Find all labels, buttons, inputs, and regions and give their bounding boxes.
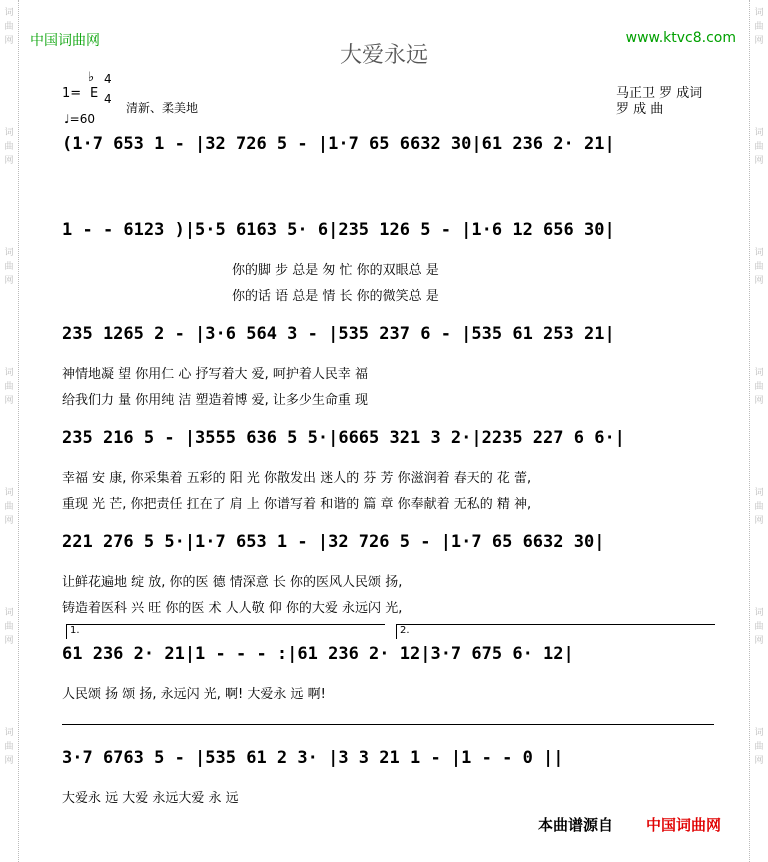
staff-divider-line [62, 724, 714, 725]
notation-row-7: 3·7 6763 5 - |535 61 2 3· |3 3 21 1 - |1 - - 0 || [62, 748, 564, 768]
watermark-text: 词曲网 [4, 128, 14, 166]
second-ending-label: 2. [400, 625, 410, 636]
notation-row-4: 235 216 5 - |3555 636 5 5·|6665 321 3 2·|2235 227 6 6·| [62, 428, 625, 448]
right-watermark-strip [749, 0, 768, 862]
time-signature-top: 4 [104, 72, 112, 86]
watermark-text: 词曲网 [754, 8, 764, 46]
lyrics-row-7: 大爱永 远 大爱 永远大爱 永 远 [62, 791, 239, 806]
lyrics-row-3-verse-2: 给我们力 量 你用纯 洁 塑造着博 爱, 让多少生命重 现 [62, 393, 369, 408]
source-site-link[interactable]: 中国词曲网 [646, 816, 722, 834]
watermark-text: 词曲网 [754, 608, 764, 646]
watermark-text: 词曲网 [754, 248, 764, 286]
site-url-right[interactable]: www.ktvc8.com [625, 30, 736, 46]
tempo-marking: ♩=60 [64, 112, 95, 126]
watermark-text: 词曲网 [4, 488, 14, 526]
composer-credit: 罗 成 曲 [616, 102, 664, 117]
watermark-text: 词曲网 [4, 8, 14, 46]
notation-row-1: (1·7 653 1 - |32 726 5 - |1·7 65 6632 30|61 236 2· 21| [62, 134, 615, 154]
watermark-text: 词曲网 [754, 728, 764, 766]
lyrics-row-4-verse-1: 幸福 安 康, 你采集着 五彩的 阳 光 你散发出 迷人的 芬 芳 你滋润着 春天的 花 蕾, [62, 471, 532, 486]
key-label: 1= [62, 86, 82, 101]
lyrics-row-4-verse-2: 重现 光 芒, 你把责任 扛在了 肩 上 你谱写着 和谐的 篇 章 你奉献着 无私的 精 神, [62, 497, 532, 512]
source-label: 本曲谱源自 [538, 816, 614, 834]
notation-row-2: 1 - - 6123 )|5·5 6163 5· 6|235 126 5 - |1·6 12 656 30| [62, 220, 615, 240]
site-logo-left[interactable]: 中国词曲网 [30, 33, 100, 49]
lyricist-credit: 马正卫 罗 成词 [616, 86, 703, 101]
song-title: 大爱永远 [339, 43, 428, 68]
flat-icon: ♭ [88, 70, 95, 85]
lyrics-row-2-verse-1: 你的脚 步 总是 匆 忙 你的双眼总 是 [232, 263, 439, 278]
lyrics-row-5-verse-2: 铸造着医科 兴 旺 你的医 术 人人敬 仰 你的大爱 永远闪 光, [62, 601, 403, 616]
time-signature-bottom: 4 [104, 92, 112, 106]
notation-row-3: 235 1265 2 - |3·6 564 3 - |535 237 6 - |535 61 253 21| [62, 324, 615, 344]
lyrics-row-5-verse-1: 让鲜花遍地 绽 放, 你的医 德 情深意 长 你的医风人民颂 扬, [62, 575, 403, 590]
second-ending-bracket [396, 624, 715, 639]
lyrics-row-3-verse-1: 神情地凝 望 你用仁 心 抒写着大 爱, 呵护着人民幸 福 [62, 367, 369, 382]
left-watermark-strip [0, 0, 19, 862]
watermark-text: 词曲网 [754, 368, 764, 406]
first-ending-label: 1. [70, 625, 80, 636]
key-note: E [90, 86, 99, 101]
watermark-text: 词曲网 [754, 128, 764, 166]
style-marking: 清新、柔美地 [126, 101, 199, 115]
lyrics-row-6: 人民颂 扬 颂 扬, 永远闪 光, 啊! 大爱永 远 啊! [62, 687, 326, 702]
first-ending-bracket [66, 624, 385, 639]
watermark-text: 词曲网 [754, 488, 764, 526]
notation-row-5: 221 276 5 5·|1·7 653 1 - |32 726 5 - |1·7 65 6632 30| [62, 532, 605, 552]
watermark-text: 词曲网 [4, 368, 14, 406]
watermark-text: 词曲网 [4, 608, 14, 646]
watermark-text: 词曲网 [4, 248, 14, 286]
lyrics-row-2-verse-2: 你的话 语 总是 情 长 你的微笑总 是 [232, 289, 439, 304]
watermark-text: 词曲网 [4, 728, 14, 766]
notation-row-6: 61 236 2· 21|1 - - - :|61 236 2· 12|3·7 675 6· 12| [62, 644, 574, 664]
